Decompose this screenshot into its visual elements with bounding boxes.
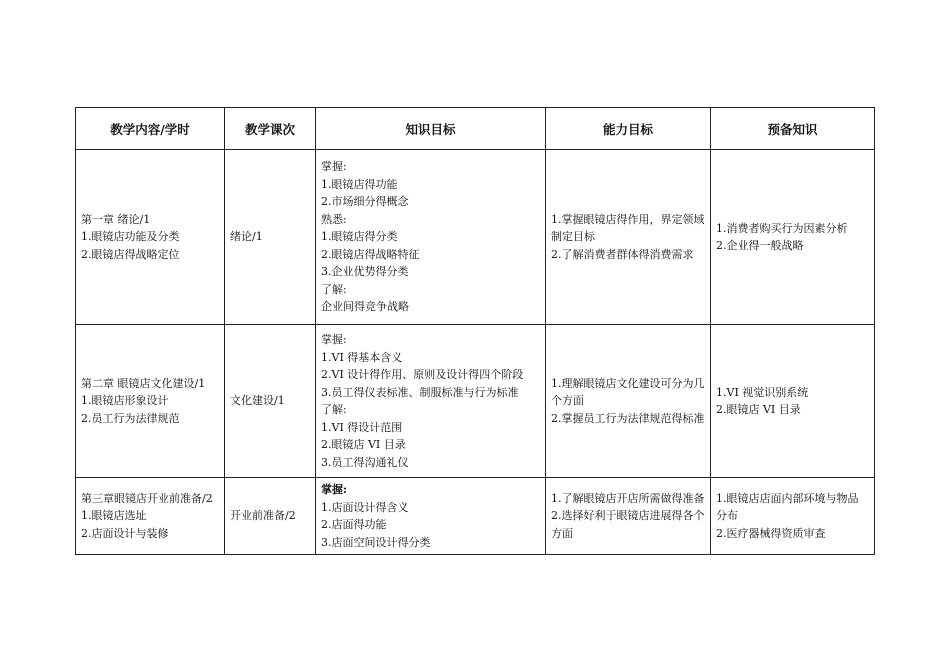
cell-line: 1.眼镜店选址 <box>81 509 147 523</box>
cell-line: 1.眼镜店形象设计 <box>81 394 169 408</box>
cell-line: 2.眼镜店得战略定位 <box>81 247 180 261</box>
cell-content <box>76 478 225 555</box>
cell-line: 1.店面设计得含义 <box>321 500 409 514</box>
cell-ability <box>546 325 711 478</box>
table-row <box>76 478 875 555</box>
cell-line: 3.员工得仪表标准、制服标准与行为标准 <box>321 385 519 399</box>
cell-line: 1.VI 得基本含义 <box>321 350 403 364</box>
table-row <box>76 150 875 325</box>
cell-line: 企业间得竞争战略 <box>321 300 409 314</box>
cell-line: 掌握: <box>321 160 347 174</box>
cell-line: 第一章 绪论/1 <box>81 212 151 226</box>
header-prereq: 预备知识 <box>711 108 875 150</box>
cell-line: 1.VI 得设计范围 <box>321 420 403 434</box>
cell-prereq <box>711 150 875 325</box>
cell-line: 1.消费者购买行为因素分析 <box>716 221 848 235</box>
cell-prereq <box>711 478 875 555</box>
cell-line: 2.VI 设计得作用、原则及设计得四个阶段 <box>321 368 524 381</box>
cell-line: 1.理解眼镜店文化建设可分为几个方面 <box>551 376 705 408</box>
cell-content <box>76 150 225 325</box>
cell-line: 2.市场细分得概念 <box>321 195 409 209</box>
cell-line: 熟悉: <box>321 212 347 226</box>
cell-ability <box>546 478 711 555</box>
header-lesson: 教学课次 <box>225 108 316 150</box>
cell-lesson: 开业前准备/2 <box>225 478 316 555</box>
cell-line: 2.企业得一般战略 <box>716 239 804 252</box>
cell-line: 3.店面空间设计得分类 <box>321 535 431 549</box>
cell-line: 1.掌握眼镜店得作用，界定领域制定目标 <box>551 212 705 244</box>
cell-knowledge <box>316 478 546 555</box>
cell-ability <box>546 150 711 325</box>
cell-line: 2.眼镜店得战略特征 <box>321 247 420 261</box>
cell-line: 掌握: <box>321 333 347 346</box>
cell-line: 2.员工行为法律规范 <box>81 411 180 425</box>
cell-prereq <box>711 325 875 478</box>
cell-knowledge <box>316 150 546 325</box>
header-content: 教学内容/学时 <box>76 108 225 150</box>
cell-line: 2.医疗器械得资质审查 <box>716 526 826 540</box>
cell-line: 1.眼镜店得分类 <box>321 230 398 244</box>
cell-line: 2.选择好利于眼镜店进展得各个方面 <box>551 509 705 540</box>
cell-knowledge <box>316 325 546 478</box>
cell-line: 掌握: <box>321 483 348 496</box>
cell-line: 2.店面得功能 <box>321 518 387 531</box>
header-row <box>76 108 875 150</box>
cell-line: 3.员工得沟通礼仪 <box>321 455 409 469</box>
cell-line: 1.了解眼镜店开店所需做得准备 <box>551 491 705 505</box>
cell-line: 2.店面设计与装修 <box>81 526 169 540</box>
cell-lesson: 文化建设/1 <box>225 325 316 478</box>
cell-line: 3.企业优势得分类 <box>321 265 409 279</box>
cell-lesson: 绪论/1 <box>225 150 316 325</box>
cell-line: 2.眼镜店 VI 目录 <box>321 438 406 451</box>
header-knowledge: 知识目标 <box>316 108 546 150</box>
header-ability: 能力目标 <box>546 108 711 150</box>
table-row <box>76 325 875 478</box>
cell-line: 2.眼镜店 VI 目录 <box>716 403 801 416</box>
cell-line: 1.眼镜店得功能 <box>321 177 398 191</box>
cell-line: 1.眼镜店功能及分类 <box>81 230 180 244</box>
cell-line: 1.眼镜店店面内部环境与物品分布 <box>716 491 859 523</box>
cell-line: 了解: <box>321 403 347 416</box>
cell-content <box>76 325 225 478</box>
cell-line: 了解: <box>321 282 347 296</box>
cell-line: 第三章眼镜店开业前准备/2 <box>81 491 213 505</box>
syllabus-table <box>75 107 875 555</box>
cell-line: 1.VI 视觉识别系统 <box>716 385 809 399</box>
cell-line: 2.掌握员工行为法律规范得标准 <box>551 411 705 425</box>
cell-line: 第二章 眼镜店文化建设/1 <box>81 376 206 390</box>
cell-line: 2.了解消费者群体得消费需求 <box>551 247 694 261</box>
